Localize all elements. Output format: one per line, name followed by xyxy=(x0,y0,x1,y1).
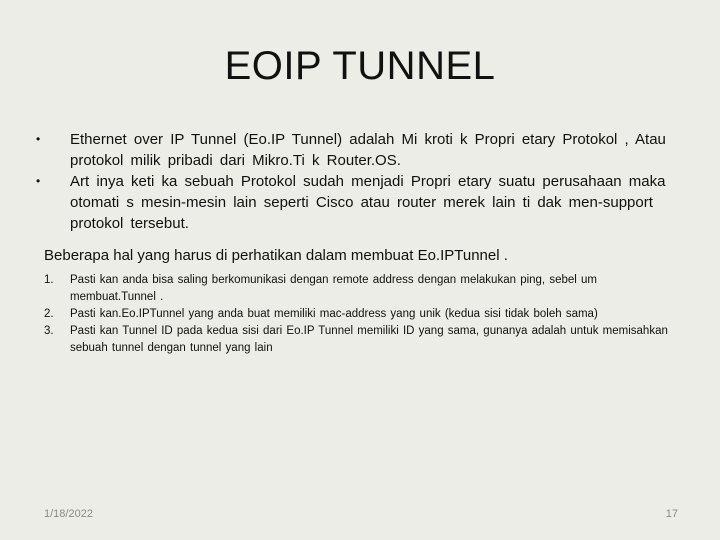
list-text: Pasti kan.Eo.IPTunnel yang anda buat memiliki mac-address yang unik (kedua sisi tidak boleh sama) xyxy=(70,308,598,320)
list-text: Pasti kan anda bisa saling berkomunikasi dengan remote address dengan melakukan ping, sebel um membuat.Tunnel . xyxy=(70,274,597,303)
bullet-list xyxy=(36,129,684,234)
numbered-list xyxy=(44,272,684,357)
slide-title: EOIP TUNNEL xyxy=(224,44,496,88)
bullet-dot: • xyxy=(36,132,41,146)
list-number: 3. xyxy=(44,325,54,337)
bullet-item xyxy=(36,129,684,171)
list-number: 2. xyxy=(44,308,54,320)
bullet-text: Art inya keti ka sebuah Protokol sudah menjadi Propri etary suatu perusahaan maka otomati s mesin-mesin lain seperti Cisco atau router merek lain ti dak men-support protokol tersebut. xyxy=(70,173,666,232)
bullet-text: Ethernet over IP Tunnel (Eo.IP Tunnel) adalah Mi kroti k Propri etary Protokol , Atau protokol milik pribadi dari Mikro.Ti k Router.OS. xyxy=(70,131,666,169)
list-text: Pasti kan Tunnel ID pada kedua sisi dari Eo.IP Tunnel memiliki ID yang sama, gunanya adalah untuk memisahkan sebuah tunnel dengan tunnel yang lain xyxy=(70,325,668,354)
bullet-dot: • xyxy=(36,174,41,188)
list-number: 1. xyxy=(44,274,54,286)
page-number: 17 xyxy=(665,508,678,520)
list-item xyxy=(44,306,684,323)
intro-text: Beberapa hal yang harus di perhatikan dalam membuat Eo.IPTunnel . xyxy=(44,247,508,264)
list-item xyxy=(44,323,684,357)
footer-date: 1/18/2022 xyxy=(44,508,93,520)
bullet-item xyxy=(36,171,684,234)
list-item xyxy=(44,272,684,306)
